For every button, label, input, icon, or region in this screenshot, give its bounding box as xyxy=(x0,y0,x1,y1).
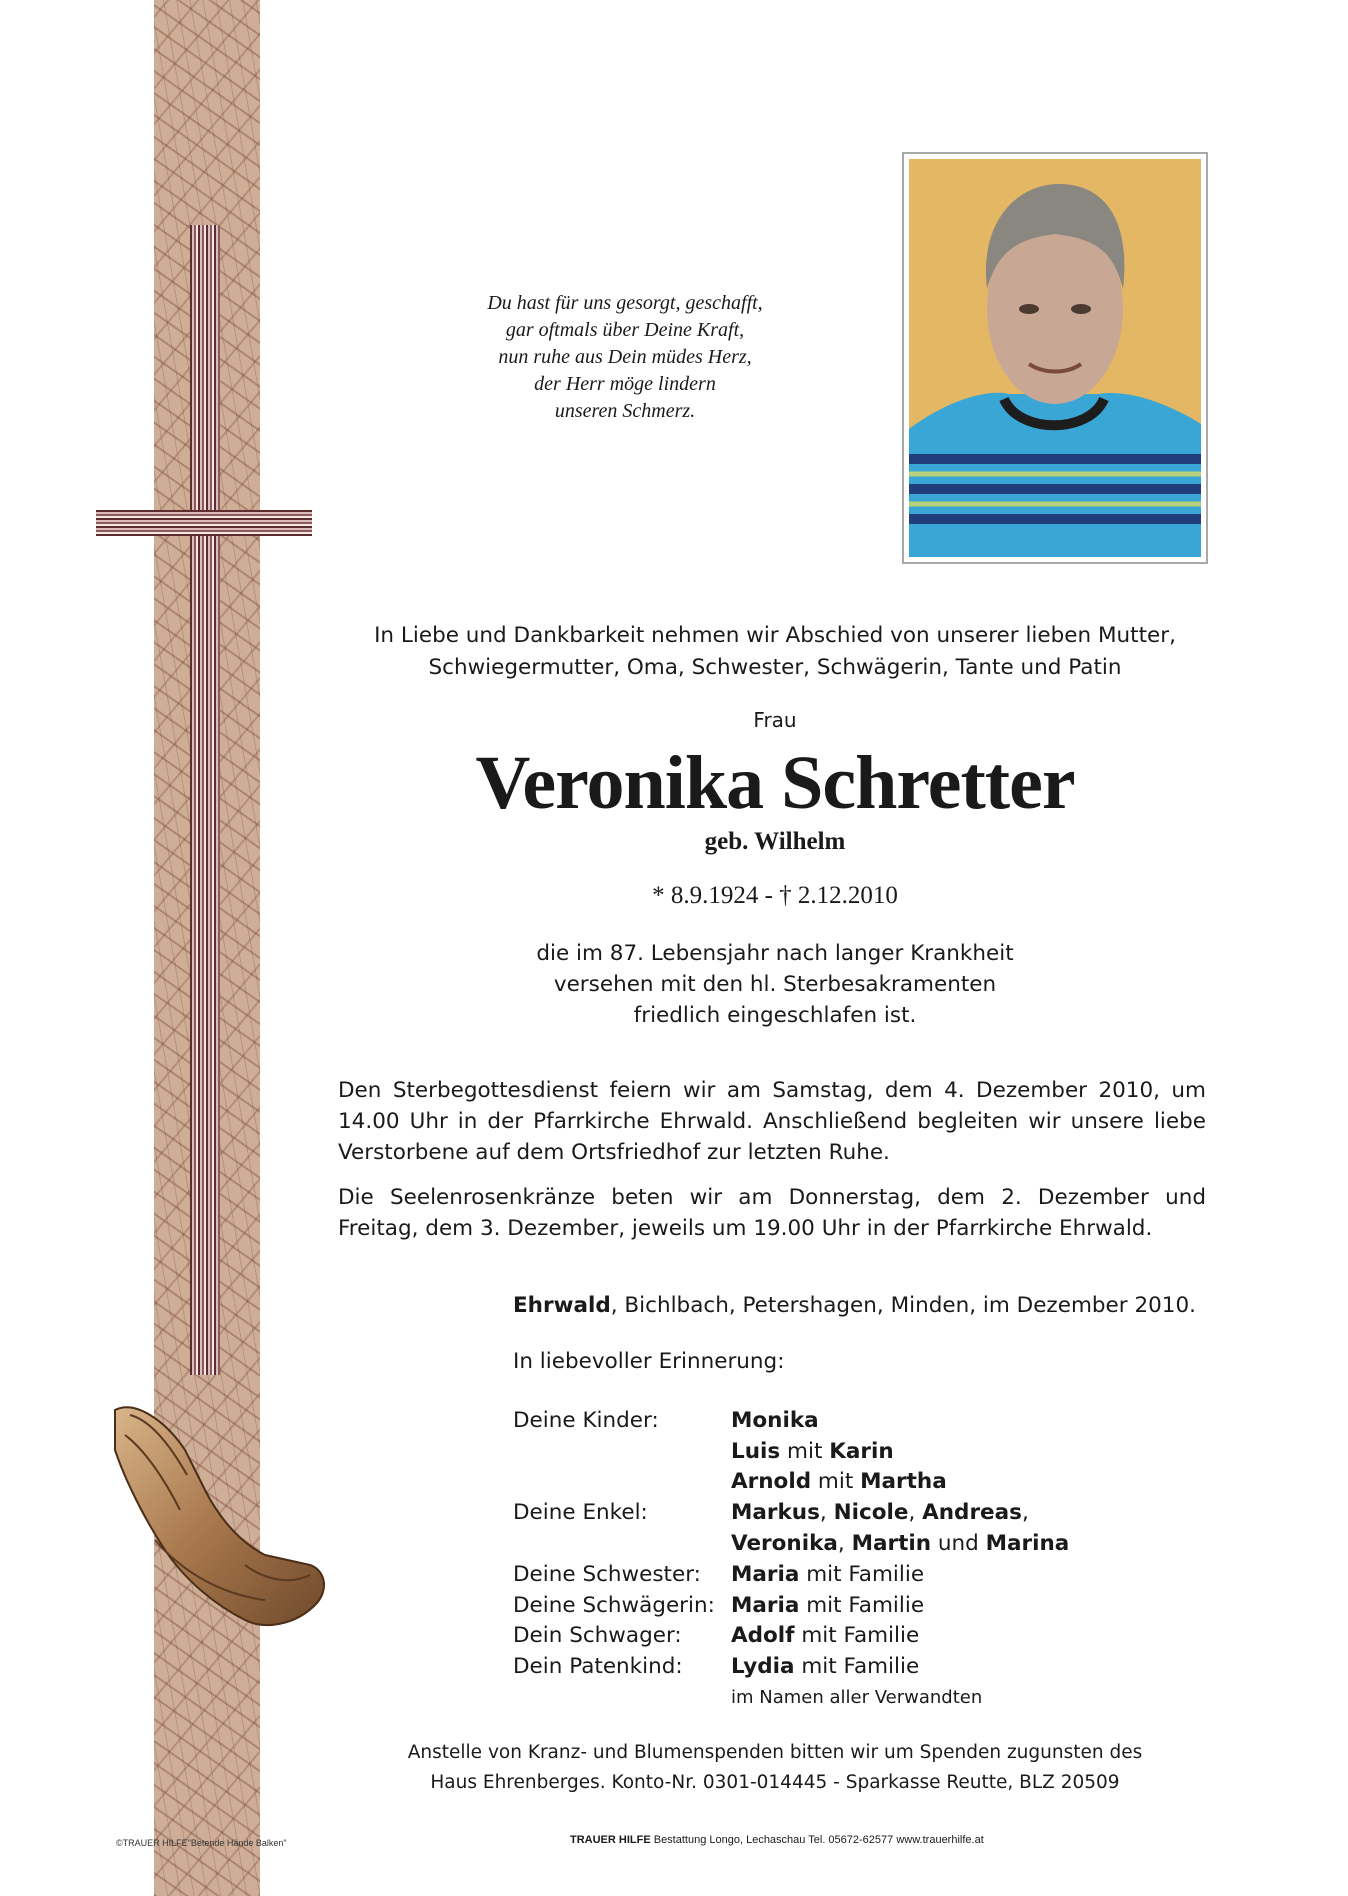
place-line xyxy=(513,1293,1196,1318)
family-names: Luis mit Karin xyxy=(731,1438,894,1464)
family-names: Lydia mit Familie xyxy=(731,1654,920,1680)
family-names: Adolf mit Familie xyxy=(731,1623,920,1649)
praying-hands-icon xyxy=(95,1390,335,1660)
family-row xyxy=(513,1682,1069,1713)
service-paragraph: Den Sterbegottesdienst feiern wir am Samstag, dem 4. Dezember 2010, um 14.00 Uhr in der Pfarrkirche Ehrwald. Anschließend begleiten wir unsere liebe Verstorbene auf dem Ortsfriedhof zur letzten Ruhe. xyxy=(338,1078,1206,1165)
family-label: Deine Schwägerin: xyxy=(513,1592,715,1618)
copyright-note: ©TRAUER HILFE"Betende Hände Balken" xyxy=(116,1838,287,1848)
intro-line: Schwiegermutter, Oma, Schwester, Schwägerin, Tante und Patin xyxy=(428,655,1122,680)
birth-name: geb. Wilhelm xyxy=(704,828,846,855)
family-label: Dein Patenkind: xyxy=(513,1654,683,1680)
footer-brand: TRAUER HILFE xyxy=(570,1834,651,1846)
donation-line: Anstelle von Kranz- und Blumenspenden bitten wir um Spenden zugunsten des xyxy=(407,1742,1143,1763)
family-names: Veronika, Martin und Marina xyxy=(731,1531,1070,1557)
passing-line: die im 87. Lebensjahr nach langer Krankheit xyxy=(536,941,1014,966)
portrait-photo-frame xyxy=(902,152,1208,564)
family-row xyxy=(513,1436,1069,1467)
family-row xyxy=(513,1405,1069,1436)
family-row xyxy=(513,1559,1069,1590)
passing-text xyxy=(340,938,1210,1031)
poem-line: der Herr möge lindern xyxy=(534,373,716,395)
family-names: Monika xyxy=(731,1407,819,1433)
family-names: Maria mit Familie xyxy=(731,1561,925,1587)
remembrance-heading: In liebevoller Erinnerung: xyxy=(513,1349,785,1374)
place-town: Ehrwald xyxy=(513,1293,611,1318)
family-label: Dein Schwager: xyxy=(513,1623,682,1649)
intro-text xyxy=(340,620,1210,684)
portrait-photo xyxy=(909,159,1201,557)
intro-line: In Liebe und Dankbarkeit nehmen wir Abschied von unserer lieben Mutter, xyxy=(374,623,1176,648)
place-rest: , Bichlbach, Petershagen, Minden, im Dezember 2010. xyxy=(610,1293,1196,1318)
deceased-name: Veronika Schretter xyxy=(475,741,1075,825)
family-names: Markus, Nicole, Andreas, xyxy=(731,1500,1029,1526)
family-row xyxy=(513,1590,1069,1621)
family-names: Arnold mit Martha xyxy=(731,1469,947,1495)
poem-line: unseren Schmerz. xyxy=(554,400,696,422)
passing-line: friedlich eingeschlafen ist. xyxy=(633,1003,917,1028)
poem-line: nun ruhe aus Dein müdes Herz, xyxy=(498,346,752,368)
family-row xyxy=(513,1528,1069,1559)
family-row xyxy=(513,1651,1069,1682)
family-label: Deine Kinder: xyxy=(513,1407,659,1433)
cross-vertical-beam xyxy=(190,225,220,1375)
family-label: Deine Enkel: xyxy=(513,1500,648,1526)
footer-text: Bestattung Longo, Lechaschau Tel. 05672-62577 www.trauerhilfe.at xyxy=(650,1834,984,1846)
family-names: Maria mit Familie xyxy=(731,1592,925,1618)
family-list xyxy=(513,1405,1069,1713)
rosary-paragraph: Die Seelenrosenkränze beten wir am Donnerstag, dem 2. Dezember und Freitag, dem 3. Dezember, jeweils um 19.00 Uhr in der Pfarrkirche Ehrwald. xyxy=(338,1185,1206,1241)
passing-line: versehen mit den hl. Sterbesakramenten xyxy=(553,972,997,997)
donation-note xyxy=(340,1738,1210,1798)
family-row xyxy=(513,1497,1069,1528)
title-frau: Frau xyxy=(753,708,797,732)
life-dates: * 8.9.1924 - † 2.12.2010 xyxy=(652,882,898,909)
footer xyxy=(570,1834,984,1846)
relatives-note: im Namen aller Verwandten xyxy=(731,1687,983,1709)
poem-line: gar oftmals über Deine Kraft, xyxy=(505,319,745,341)
poem-line: Du hast für uns gesorgt, geschafft, xyxy=(487,292,763,314)
family-row xyxy=(513,1467,1069,1498)
cross-horizontal-beam xyxy=(96,510,312,536)
family-label: Deine Schwester: xyxy=(513,1561,701,1587)
donation-line: Haus Ehrenberges. Konto-Nr. 0301-014445 - Sparkasse Reutte, BLZ 20509 xyxy=(430,1772,1120,1793)
family-row xyxy=(513,1621,1069,1652)
poem xyxy=(440,290,810,425)
